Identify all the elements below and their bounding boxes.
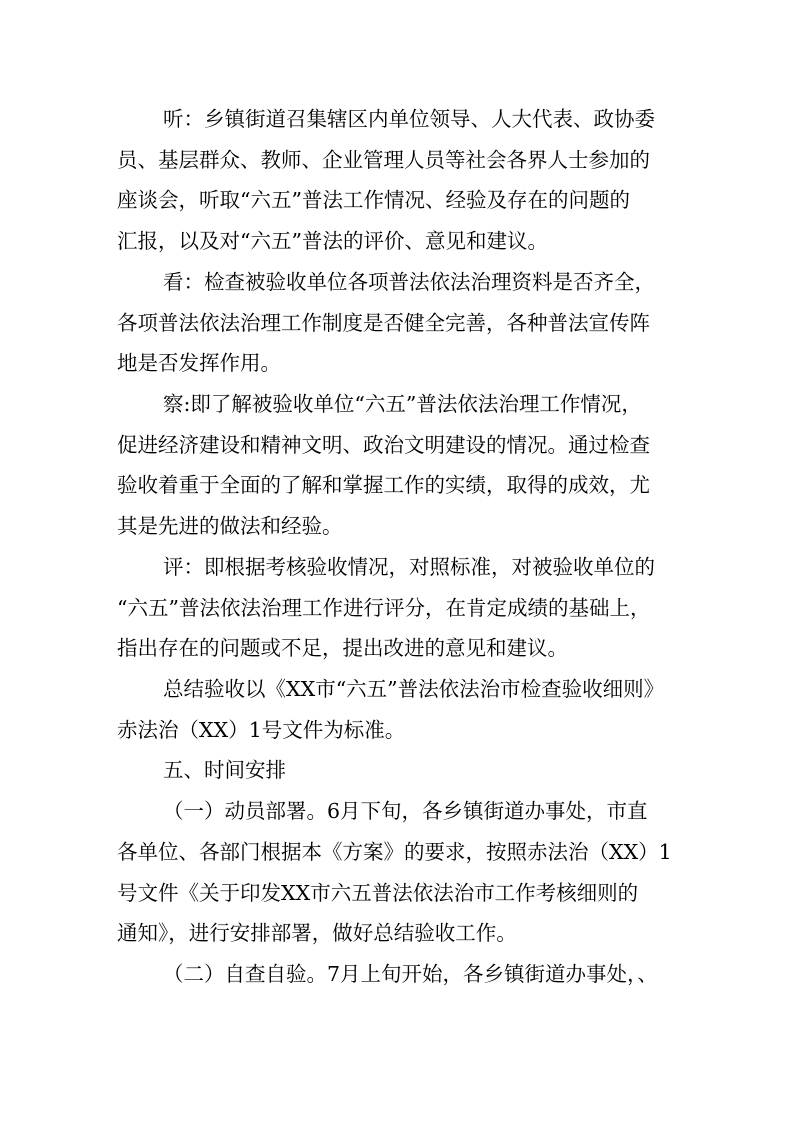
para-mobilize-line-3: 号文件《关于印发XX市六五普法依法治市工作考核细则的 bbox=[117, 881, 639, 905]
para-listen-line-4: 汇报，以及对“六五”普法的评价、意见和建议。 bbox=[117, 229, 548, 253]
para-listen-line-1: 听：乡镇街道召集辖区内单位领导、人大代表、政协委 bbox=[163, 107, 655, 131]
para-look-line-3: 地是否发挥作用。 bbox=[117, 351, 281, 375]
para-summary-line-2: 赤法治（XX）1号文件为标准。 bbox=[117, 718, 406, 742]
para-listen-line-2: 员、基层群众、教师、企业管理人员等社会各界人士参加的 bbox=[117, 148, 650, 172]
para-observe-line-2: 促进经济建设和精神文明、政治文明建设的情况。通过检查 bbox=[117, 433, 650, 457]
para-observe-line-1: 察:即了解被验收单位“六五”普法依法治理工作情况， bbox=[163, 392, 642, 416]
para-evaluate-line-3: 指出存在的问题或不足，提出改进的意见和建议。 bbox=[117, 636, 568, 660]
para-summary-line-1: 总结验收以《XX市“六五”普法依法治市检查验收细则》 bbox=[163, 677, 665, 701]
para-mobilize-line-4: 通知》，进行安排部署，做好总结验收工作。 bbox=[117, 921, 517, 945]
para-evaluate-line-2: “六五”普法依法治理工作进行评分，在肯定成绩的基础上， bbox=[117, 596, 651, 620]
section-heading-schedule: 五、时间安排 bbox=[163, 758, 286, 782]
para-mobilize-line-2: 各单位、各部门根据本《方案》的要求，按照赤法治（XX）1 bbox=[117, 840, 672, 864]
para-look-line-2: 各项普法依法治理工作制度是否健全完善，各种普法宣传阵 bbox=[117, 311, 650, 335]
para-mobilize-line-1: （一）动员部署。6月下旬，各乡镇街道办事处，市直 bbox=[163, 799, 648, 823]
para-observe-line-4: 其是先进的做法和经验。 bbox=[117, 514, 343, 538]
para-selfcheck-line-1: （二）自查自验。7月上旬开始，各乡镇街道办事处，、 bbox=[163, 962, 658, 986]
para-observe-line-3: 验收着重于全面的了解和掌握工作的实绩，取得的成效，尤 bbox=[117, 473, 650, 497]
para-listen-line-3: 座谈会，听取“六五”普法工作情况、经验及存在的问题的 bbox=[117, 188, 630, 212]
para-evaluate-line-1: 评：即根据考核验收情况，对照标准，对被验收单位的 bbox=[163, 555, 655, 579]
para-look-line-1: 看：检查被验收单位各项普法依法治理资料是否齐全， bbox=[163, 270, 655, 294]
